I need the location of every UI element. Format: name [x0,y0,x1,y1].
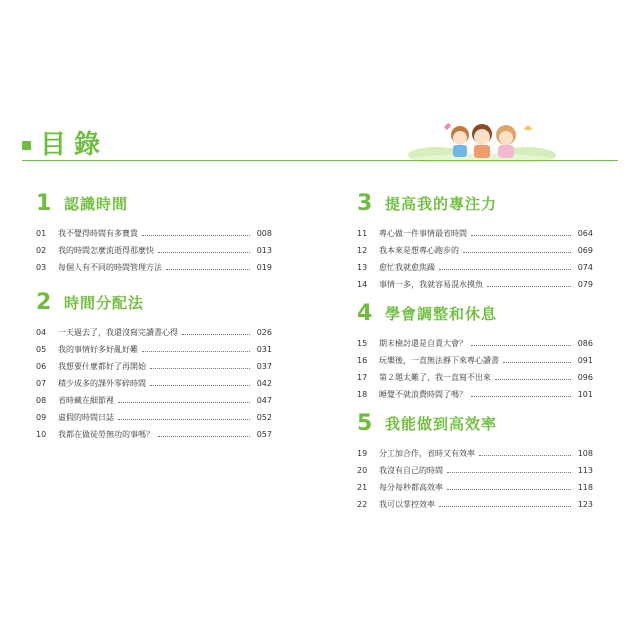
chapter-heading [357,191,593,217]
dot-leader [158,252,250,253]
toc-entry[interactable] [357,335,593,352]
toc-entry[interactable] [36,358,272,375]
dot-leader [503,362,571,363]
header-bullet-icon [22,141,31,150]
chapter-3 [357,191,593,293]
toc-entry[interactable] [357,259,593,276]
chapter-heading [357,411,593,437]
dot-leader [439,506,571,507]
page-title: 目錄 [40,130,109,160]
entry-number: 21 [357,483,368,492]
entry-number: 17 [357,373,368,382]
entry-number: 13 [357,263,368,272]
entry-page: 123 [577,500,593,509]
entry-page: 052 [256,413,272,422]
entry-number: 07 [36,379,47,388]
entry-number: 19 [357,449,368,458]
entry-page: 079 [577,280,593,289]
chapter-number: 4 [357,301,373,326]
entry-page: 074 [577,263,593,272]
entry-title: 省時藏在細節裡 [58,396,114,405]
entry-title: 第２題太難了，我一直寫不出來 [379,373,491,382]
dot-leader [463,252,571,253]
dot-leader [447,489,571,490]
dot-leader [479,455,571,456]
entry-number: 09 [36,413,47,422]
chapter-4 [357,301,593,403]
entry-page: 086 [577,339,593,348]
entry-number: 02 [36,246,47,255]
entry-title: 玩樂後，一直無法靜下來專心讀書 [379,356,499,365]
dot-leader [158,436,250,437]
toc-entry[interactable] [357,276,593,293]
entry-page: 042 [256,379,272,388]
chapter-title: 時間分配法 [64,294,145,312]
chapter-heading [36,191,272,217]
entry-title: 期末檢討還是自責大會？ [379,339,467,348]
entry-page: 047 [256,396,272,405]
chapter-title: 提高我的專注力 [385,195,498,213]
entry-number: 06 [36,362,47,371]
chapter-number: 5 [357,411,373,436]
dot-leader [118,419,250,420]
entry-number: 15 [357,339,368,348]
entry-page: 096 [577,373,593,382]
entry-title: 積少成多的課外零碎時間 [58,379,146,388]
toc-entry[interactable] [36,392,272,409]
entry-title: 我的事情好多好亂好難 [58,345,138,354]
chapter-title: 認識時間 [64,195,129,213]
toc-entry[interactable] [36,225,272,242]
entry-title: 一天過去了，我還沒寫完讀書心得 [58,328,178,337]
chapter-number: 1 [36,191,52,216]
entry-title: 每分每秒都高效率 [379,483,443,492]
entry-title: 我本來是想專心跑步的 [379,246,459,255]
entry-title: 我不覺得時間有多寶貴 [58,229,138,238]
dot-leader [142,351,250,352]
toc-entry[interactable] [36,324,272,341]
dot-leader [118,402,250,403]
entry-number: 08 [36,396,47,405]
chapter-number: 3 [357,191,373,216]
entry-page: 008 [256,229,272,238]
toc-entry[interactable] [36,242,272,259]
toc-entry[interactable] [357,242,593,259]
entry-title: 分工加合作，省時又有效率 [379,449,475,458]
toc-entry[interactable] [357,496,593,513]
entry-number: 01 [36,229,47,238]
entry-title: 虛假的時間日誌 [58,413,114,422]
dot-leader [487,286,571,287]
chapter-1 [36,191,272,276]
entry-number: 11 [357,229,368,238]
entry-number: 14 [357,280,368,289]
entry-title: 專心做一件事情最省時間 [379,229,467,238]
entry-page: 057 [256,430,272,439]
entry-page: 031 [256,345,272,354]
chapter-2 [36,290,272,443]
entry-number: 18 [357,390,368,399]
entry-number: 03 [36,263,47,272]
chapter-heading [357,301,593,327]
toc-entry[interactable] [357,369,593,386]
dot-leader [150,368,250,369]
entry-number: 20 [357,466,368,475]
toc-entry[interactable] [36,341,272,358]
entry-page: 064 [577,229,593,238]
entry-page: 037 [256,362,272,371]
toc-entry[interactable] [357,445,593,462]
entry-title: 我的時間怎麼流逝得那麼快 [58,246,154,255]
toc-entry[interactable] [357,352,593,369]
dot-leader [471,345,571,346]
header-divider [22,160,618,161]
toc-entry[interactable] [36,375,272,392]
toc-entry[interactable] [36,259,272,276]
entry-title: 我沒有自己的時間 [379,466,443,475]
entry-page: 026 [256,328,272,337]
entry-title: 我都在做徒勞無功的事嗎？ [58,430,154,439]
dot-leader [439,269,571,270]
entry-number: 05 [36,345,47,354]
children-illustration-icon [406,121,558,163]
toc-entry[interactable] [357,386,593,403]
entry-page: 101 [577,390,593,399]
toc-entry[interactable] [357,479,593,496]
chapter-title: 學會調整和休息 [385,305,498,323]
entry-number: 16 [357,356,368,365]
dot-leader [495,379,571,380]
chapter-title: 我能做到高效率 [385,415,498,433]
entry-title: 愈忙我就愈焦躁 [379,263,435,272]
entry-page: 069 [577,246,593,255]
entry-number: 22 [357,500,368,509]
dot-leader [150,385,250,386]
entry-page: 013 [256,246,272,255]
entry-page: 091 [577,356,593,365]
entry-title: 睡覺不就浪費時間了嗎？ [379,390,467,399]
chapter-heading [36,290,272,316]
dot-leader [142,235,250,236]
dot-leader [166,269,250,270]
entry-title: 每個人有不同的時間管理方法 [58,263,162,272]
dot-leader [471,396,571,397]
entry-number: 04 [36,328,47,337]
entry-page: 113 [577,466,593,475]
entry-page: 019 [256,263,272,272]
entry-page: 108 [577,449,593,458]
dot-leader [471,235,571,236]
dot-leader [182,334,250,335]
chapter-5 [357,411,593,513]
entry-number: 12 [357,246,368,255]
toc-entry[interactable] [36,409,272,426]
entry-title: 我想要什麼都好了再開始 [58,362,146,371]
entry-page: 118 [577,483,593,492]
entry-title: 事情一多，我就容易混水摸魚 [379,280,483,289]
entry-number: 10 [36,430,47,439]
toc-entry[interactable] [36,426,272,443]
toc-entry[interactable] [357,462,593,479]
toc-header [22,131,622,161]
toc-entry[interactable] [357,225,593,242]
dot-leader [447,472,571,473]
chapter-number: 2 [36,290,52,315]
entry-title: 我可以掌控效率 [379,500,435,509]
